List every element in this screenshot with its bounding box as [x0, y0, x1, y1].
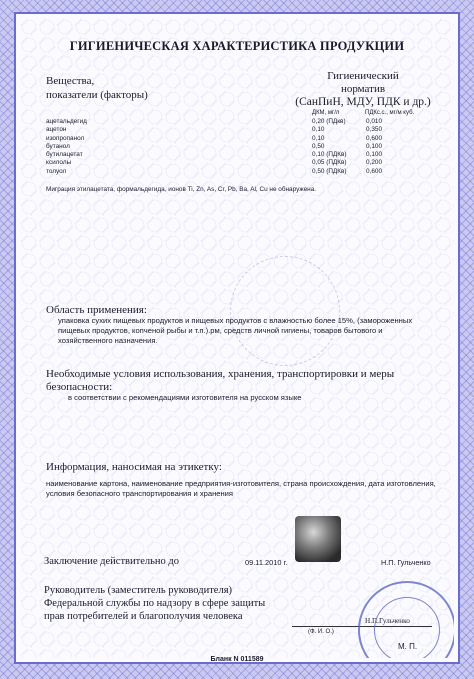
unit-pdk: ПДКс.с., мг/м куб. — [365, 110, 415, 116]
conditions-heading: Необходимые условия использования, хранения, транспортировки и меры безопасности: — [46, 368, 395, 393]
substance-pdk: 0,600 — [366, 134, 382, 142]
column-header-substances — [46, 74, 148, 102]
stamp-place-label: М. П. — [398, 642, 418, 651]
migration-note: Миграция этилацетата, формальдегида, ионов Ti, Zn, As, Cr, Pb, Ba, Al, Cu не обнаружена. — [46, 186, 317, 193]
hologram-seal — [295, 516, 341, 562]
document-sheet — [20, 18, 454, 658]
fio-caption: (Ф. И. О.) — [308, 629, 334, 635]
header-right-line3: (СанПиН, МДУ, ПДК и др.) — [295, 96, 431, 108]
header-left-line2: показатели (факторы) — [46, 89, 148, 101]
substance-pdk: 0,100 — [366, 151, 382, 159]
application-text: упаковка сухих пищевых продуктов и пищевых продуктов с влажностью более 15%, (замороженных пищевых продуктов, копченой рыбы и т.п.).рм, средств личной гигиены, товаров бытового и хозяйственного назначения. — [58, 316, 413, 345]
substance-name: ацетальдегид — [46, 118, 87, 125]
header-right-line2: норматив — [340, 83, 386, 95]
unit-dkm: ДКМ, мг/л — [312, 110, 340, 116]
header-left-line1: Вещества, — [46, 75, 95, 87]
substance-name: ацетон — [46, 126, 67, 134]
table-row — [46, 126, 446, 134]
conditions-text: в соответствии с рекомендациями изготовителя на русском языке — [68, 393, 302, 402]
substance-pdk: 0,350 — [366, 126, 382, 134]
table-row — [46, 135, 446, 143]
emblem-watermark — [230, 256, 340, 366]
conclusion-label: Заключение действительно до — [44, 556, 179, 567]
conclusion-signer: Н.П. Гульченко — [381, 558, 431, 567]
labeling-heading: Информация, наносимая на этикетку: — [46, 461, 222, 473]
substance-name: ксилолы — [46, 159, 72, 167]
blank-number: Бланк N 011589 — [210, 656, 264, 663]
substance-name: толуол — [46, 167, 67, 175]
stamp-emblem — [374, 597, 440, 658]
head-title: Руководитель (заместитель руководителя) Федеральной службы по надзору в сфере защиты прав потребителей и благополучия человека — [44, 585, 266, 622]
conclusion-date: 09.11.2010 г. — [245, 558, 288, 567]
table-row — [46, 151, 446, 159]
substance-name: изопропанол — [46, 134, 85, 142]
head-signer: Н.П.Гульченко — [365, 617, 410, 625]
substance-pdk: 0,100 — [366, 142, 382, 150]
table-row — [46, 159, 446, 167]
document-title: ГИГИЕНИЧЕСКАЯ ХАРАКТЕРИСТИКА ПРОДУКЦИИ — [69, 39, 405, 53]
substance-name: бутилацетат — [46, 151, 83, 159]
substance-dkm: 0,10 — [312, 126, 325, 134]
application-heading: Область применения: — [46, 304, 147, 316]
substance-name: бутанол — [46, 142, 70, 150]
substance-dkm: 0,50 (ПДКв) — [312, 167, 347, 175]
column-header-norm — [288, 70, 438, 109]
substance-dkm: 0,05 (ПДКв) — [312, 159, 347, 167]
substance-pdk: 0,200 — [366, 159, 382, 167]
substance-dkm: 0,50 — [312, 142, 325, 150]
table-row — [46, 118, 446, 126]
substances-table — [46, 118, 446, 176]
table-row — [46, 168, 446, 176]
substance-dkm: 0,20 (ПДкв) — [312, 118, 346, 125]
table-row — [46, 143, 446, 151]
substance-dkm: 0,10 — [312, 134, 325, 142]
substance-pdk: 0,010 — [366, 118, 382, 125]
substance-dkm: 0,10 (ПДКв) — [312, 151, 347, 159]
header-right-line1: Гигиенический — [327, 70, 399, 82]
labeling-text: наименование картона, наименование предприятия-изготовителя, страна происхождения, дата изготовления, условия безопасного транспортирования и хранения — [46, 479, 436, 498]
substance-pdk: 0,600 — [366, 167, 382, 175]
